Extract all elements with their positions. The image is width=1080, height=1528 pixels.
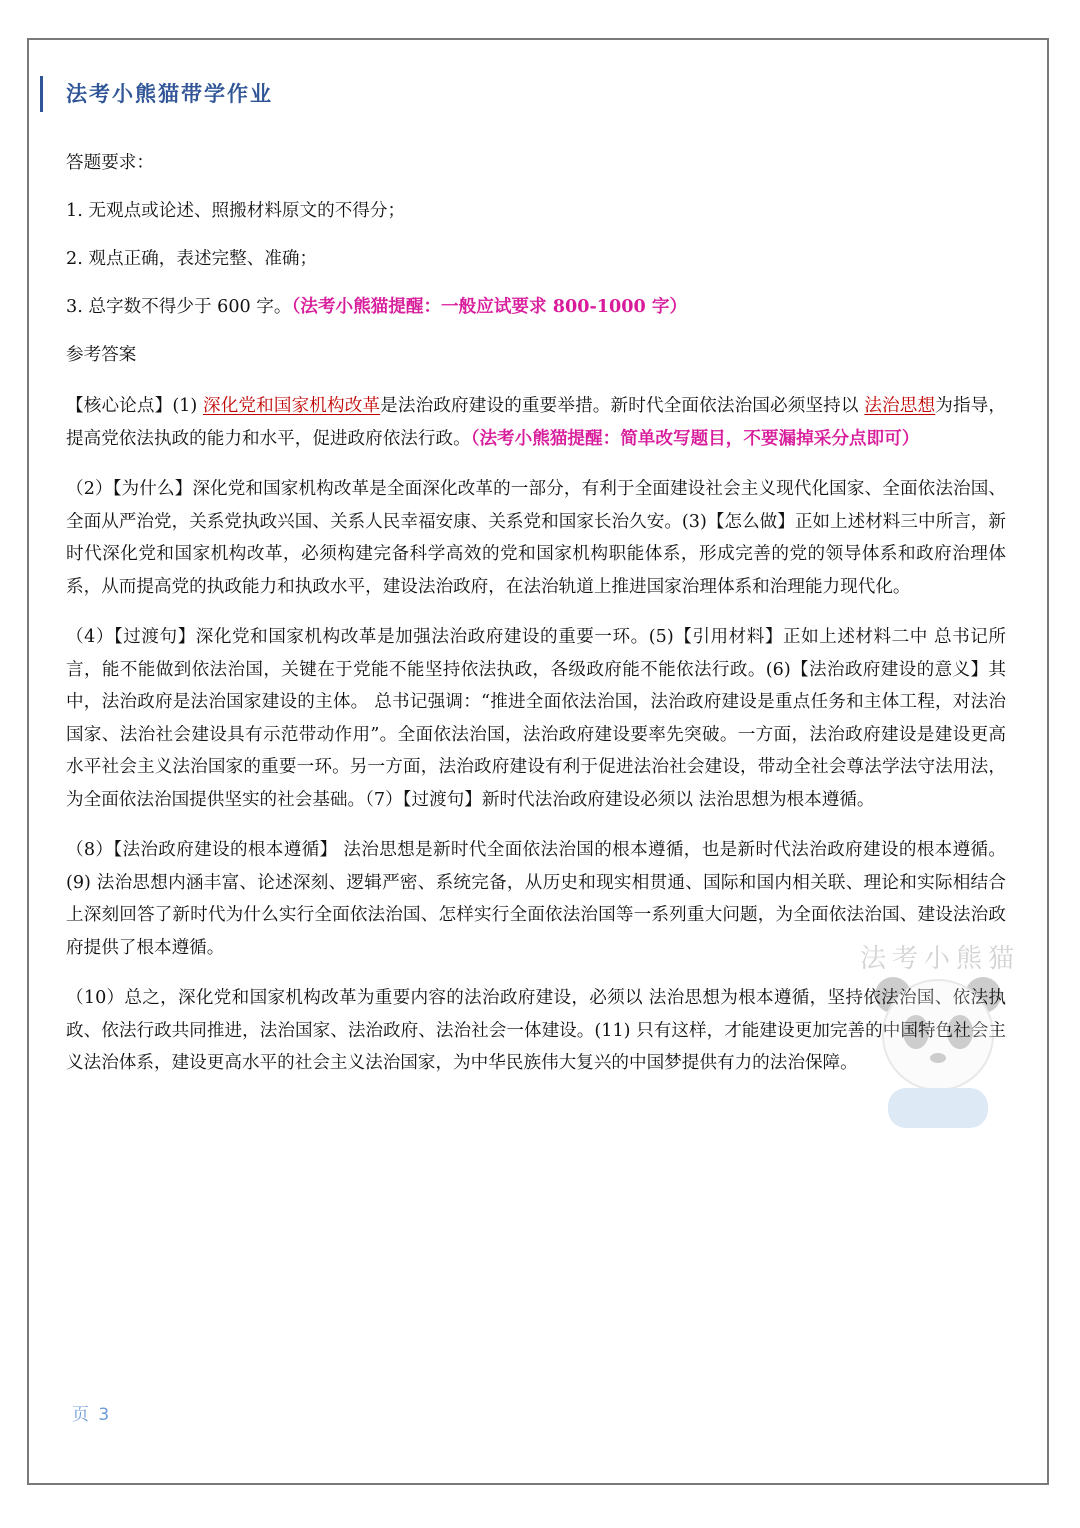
page-number: 页 3 [72,1405,112,1425]
requirement-item-2: 2. 观点正确，表述完整、准确； [66,249,318,269]
p1-text: 是法治政府建设的重要举措。新时代全面依法治国必须坚持以 [380,396,865,416]
page-title: 法考小熊猫带学作业 [66,81,273,106]
word-count-tip: （法考小熊猫提醒：一般应试要求 800-1000 字） [291,296,688,317]
answer-heading: 参考答案 [66,345,137,365]
answer-paragraph-1 [66,390,1006,455]
p1-text-2: 为指导，提高党依法执政的能力和水平，促进政府依法行政。 [66,396,1006,449]
requirement-item-3-text: 3. 总字数不得少于 600 字。 [66,297,292,317]
p1-highlight-thought: 法治思想 [864,396,936,416]
p1-label: 【核心论点】(1) [66,396,203,416]
p1-tip: （法考小熊猫提醒：简单改写题目，不要漏掉采分点即可） [470,427,920,449]
requirements-heading: 答题要求： [66,153,154,173]
p1-highlight-reform: 深化党和国家机构改革 [202,396,381,416]
answer-paragraph-2: （2）【为什么】深化党和国家机构改革是全面深化改革的一部分，有利于全面建设社会主义现代化国家、全面依法治国、全面从严治党，关系党执政兴国、关系人民幸福安康、关系党和国家长治久安。(3)【怎么做】正如上述材料三中所言，新时代深化党和国家机构改革，必须构建完备科学高效的党和国家机构职能体系，形成完善的党的领导体系和政府治理体系，从而提高党的执政能力和执政水平，建设法治政府，在法治轨道上推进国家治理体系和治理能力现代化。 [66,479,1006,597]
watermark-text: 法考小熊猫 [860,944,1021,974]
answer-paragraph-5: （10）总之，深化党和国家机构改革为重要内容的法治政府建设，必须以 法治思想为根本遵循，坚持依法治国、依法执政、依法行政共同推进，法治国家、法治政府、法治社会一体建设。(11) 只有这样，才能建设更加完善的中国特色社会主义法治体系，建设更高水平的社会主义法治国家，为中华民族伟大复兴的中国梦提供有力的法治保障。 [66,988,1006,1073]
answer-paragraph-4: （8）【法治政府建设的根本遵循】 法治思想是新时代全面依法治国的根本遵循，也是新时代法治政府建设的根本遵循。(9) 法治思想内涵丰富、论述深刻、逻辑严密、系统完备，从历史和现实相贯通、国际和国内相关联、理论和实际相结合上深刻回答了新时代为什么实行全面依法治国、怎样实行全面依法治国等一系列重大问题，为全面依法治国、建设法治政府提供了根本遵循。 [66,840,1006,958]
requirement-item-3 [66,294,1006,320]
answer-paragraph-3: （4）【过渡句】深化党和国家机构改革是加强法治政府建设的重要一环。(5)【引用材料】正如上述材料二中 总书记所言，能不能做到依法治国，关键在于党能不能坚持依法执政，各级政府能不能依法行政。(6)【法治政府建设的意义】其中，法治政府是法治国家建设的主体。 总书记强调：“推进全面依法治国，法治政府建设是重点任务和主体工程，对法治国家、法治社会建设具有示范带动作用”。全面依法治国，法治政府建设要率先突破。一方面，法治政府建设是建设更高水平社会主义法治国家的重要一环。另一方面，法治政府建设有利于促进法治社会建设，带动全社会尊法学法守法用法，为全面依法治国提供坚实的社会基础。（7）【过渡句】新时代法治政府建设必须以 法治思想为根本遵循。 [66,627,1006,810]
requirement-item-1: 1. 无观点或论述、照搬材料原文的不得分； [66,201,406,221]
header-accent-bar [40,76,43,112]
